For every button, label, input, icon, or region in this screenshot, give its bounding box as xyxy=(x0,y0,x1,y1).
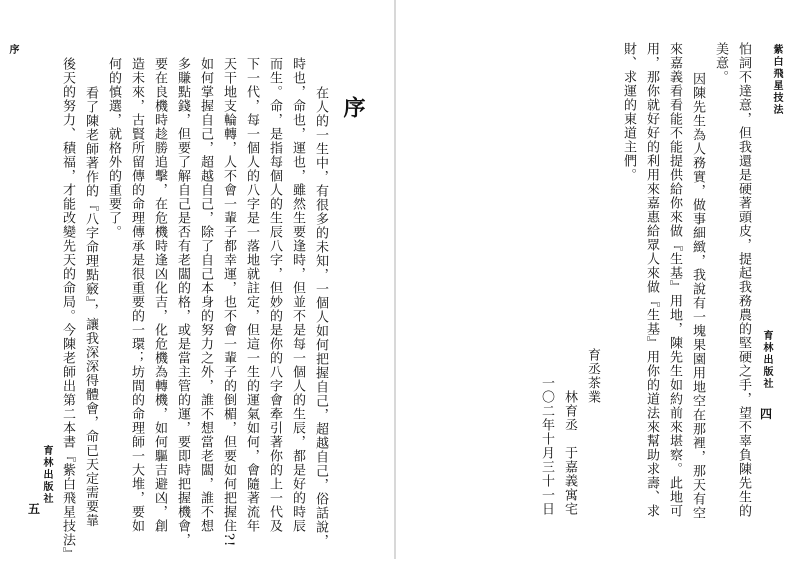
signature-date: 一〇二年十月三十一日 xyxy=(539,376,554,516)
signature-name: 林育丞 于嘉義寓宅 xyxy=(562,390,577,516)
preface-column-4: 下一代，每一個人的八字是一落地就註定，但這一生的運氣如何，會隨著流年 xyxy=(244,57,259,533)
preface-column-12: 後天的努力、積福，才能改變先天的命局。今陳老師出第二本書『紫白飛星技法』 xyxy=(60,57,75,561)
preface-column-6: 如何掌握自己，超越自己，除了自己本身的努力之外，誰不想當老闆，誰不想 xyxy=(198,57,213,533)
preface-column-9: 造未來，古賢所留傳的命理傳承是很重要的一環；坊間的命理師一大堆，要如 xyxy=(129,57,144,533)
preface-column-7: 多賺點錢，但要了解自己是否有老闆的格，或是當主管的運，要即時把握機會， xyxy=(175,57,190,547)
running-head-book-title: 紫白飛星技法 xyxy=(771,44,782,116)
body-column-3: 因陳先生為人務實，做事細緻，我說有一塊果園用地空在那裡，那天有空 xyxy=(690,72,705,520)
preface-column-2: 時也，命也，運也，雖然生要逢時，但並不是每一個人的生辰，都是好的時辰 xyxy=(290,57,305,533)
running-head-preface: 序 xyxy=(7,44,18,56)
page-title: 序 xyxy=(340,96,366,118)
body-column-4: 來嘉義看看能不能提供給你來做『生基』用地，陳先生如約前來堪察。此地可 xyxy=(667,42,682,518)
footer-publisher-left: 育林出版社 xyxy=(41,445,52,505)
preface-column-1: 在人的一生中，有很多的未知，一個人如何把握自己，超越自己，俗話說， xyxy=(313,86,328,548)
preface-column-3: 而生。命，是指每個人的生辰八字，但妙的是你的八字會牽引著你的上一代及 xyxy=(267,57,282,533)
body-column-1: 怕詞不達意，但我還是硬著頭皮，提起我務農的堅硬之手，望不辜負陳先生的 xyxy=(736,42,751,518)
publisher-head-right: 育林出版社 xyxy=(761,330,772,390)
body-column-6: 財、求運的東道主們。 xyxy=(621,42,636,182)
signature-organization: 育丞茶業 xyxy=(585,348,600,404)
preface-column-5: 天干地支輪轉，人不會一輩子都幸運，也不會一輩子的倒楣，但要如何把握住?! xyxy=(221,57,236,548)
preface-column-10: 何的慎選，就格外的重要了。 xyxy=(106,57,121,239)
page-number-right: 四 xyxy=(760,407,773,421)
body-column-5: 用，那你就好好的利用來嘉惠給眾人來做『生基』用你的道法來幫助求壽、求 xyxy=(644,42,659,518)
page-number-left: 五 xyxy=(28,502,41,516)
preface-column-8: 要在良機時趁勝追擊，在危機時逢凶化吉，化危機為轉機，如何驅吉避凶，創 xyxy=(152,57,167,533)
preface-column-11: 看了陳老師著作的『八字命理點竅』，讓我深深得體會，命已天定需要靠 xyxy=(83,86,98,528)
page-divider xyxy=(394,0,396,559)
body-column-2: 美意。 xyxy=(713,42,728,84)
